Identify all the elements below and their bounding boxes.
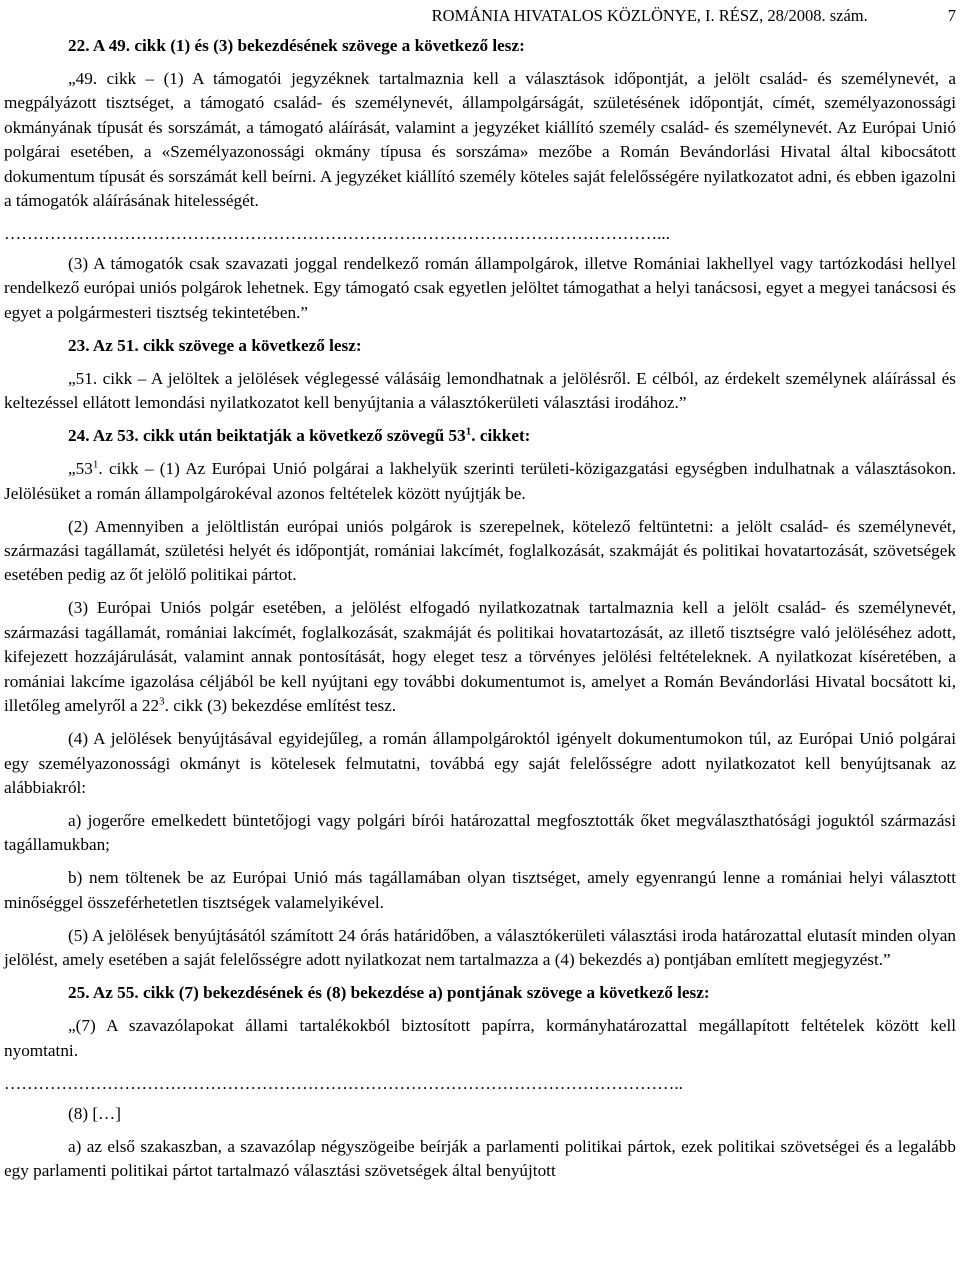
article-53-1-p1-b: . cikk – (1) Az Európai Unió polgárai a lakhelyük szerinti területi-közigazgatási egységben indulhatnak a választásokon. Jelölésüket a román állampolgárokéval azonos feltételek között nyújtják be. <box>4 459 956 503</box>
omission-dots: ……………………………………………………………………………………………………... <box>4 224 671 244</box>
article-53-1-p1-sup: 1 <box>92 458 99 471</box>
section-23-heading: 23. Az 51. cikk szövege a következő lesz: <box>68 335 362 355</box>
omission-dots-2: ……………………………………………………………………………………………………….. <box>4 1073 683 1093</box>
article-53-1-paragraph-1 <box>4 457 956 506</box>
article-49-paragraph-1: „49. cikk – (1) A támogatói jegyzéknek tartalmaznia kell a választások időpontját, a jelölt család- és személynevét, a megpályázott tisztséget, a támogató család- és személynevét, állampolgárságát, születésének időpontját, címét, személyazonossági okmányának típusát és sorszámát, a támogató aláírását, valamint a jegyzéket kiállító személy család- és személynevét. Az Európai Unió polgárai esetében, a «Személyazonossági okmány típusa és sorszáma» mezőbe a Román Bevándorlási Hivatal által kibocsátott dokumentum típusát és sorszámát kell beírni. A jegyzéket kiállító személy köteles saját felelősségére nyilatkozatot adni, és ebben igazolni a támogatók aláírásának hitelességét. <box>4 69 956 211</box>
article-53-1-point-b: b) nem töltenek be az Európai Unió más tagállamában olyan tisztséget, amely egyenrangú lenne a romániai helyi választott minőséggel összeférhetetlen tisztségek valamelyikével. <box>4 868 956 912</box>
page-header <box>4 4 956 34</box>
article-53-1-p3-a: (3) Európai Uniós polgár esetében, a jelölést elfogadó nyilatkozatnak tartalmaznia kell a jelölt család- és személynevét, származási tagállamát, romániai lakcímét, foglalkozását, szakmáját és politikai hovatartozását, az illető tisztségre való jelöléséhez adott, kifejezett hozzájárulását, valamint annak pontosítását, hogy eleget tesz a törvényes jelölési feltételeknek. A nyilatkozat kíséretében, a romániai lakcíme igazolása céljából be kell nyújtani egy további dokumentumot is, amelyet a Román Bevándorlási Hivatal bocsátott ki, illetőleg amelyről a 22 <box>4 598 956 716</box>
section-24-heading-sup: 1 <box>465 425 472 438</box>
section-24-heading <box>4 424 956 448</box>
article-53-1-paragraph-3 <box>4 596 956 718</box>
section-25-heading: 25. Az 55. cikk (7) bekezdésének és (8) bekezdése a) pontjának szövege a következő lesz: <box>68 983 710 1003</box>
section-24-heading-b: . cikket: <box>471 426 531 446</box>
article-53-1-p1-a: „53 <box>68 459 93 479</box>
article-53-1-paragraph-4: (4) A jelölések benyújtásával egyidejűleg, a román állampolgároktól igényelt dokumentumokon túl, az Európai Unió polgárai egy személyazonossági okmányt is kötelesek felmutatni, továbbá egy saját felelősségre adott nyilatkozatot kell benyújtsanak az alábbiakról: <box>4 729 956 797</box>
article-53-1-p3-b: . cikk (3) bekezdése említést tesz. <box>164 696 397 716</box>
article-53-1-paragraph-2: (2) Amennyiben a jelöltlistán európai uniós polgárok is szerepelnek, kötelező feltüntetni: a jelölt család- és személynevét, származási tagállamát, születési helyét és időpontját, romániai lakcímét, foglalkozását, szakmáját és politikai hovatartozását, szövetségek esetében pedig az őt jelölő politikai pártot. <box>4 516 956 585</box>
article-55-paragraph-8: (8) […] <box>68 1103 121 1123</box>
article-53-1-p3-sup: 3 <box>159 695 165 708</box>
article-49-paragraph-3: (3) A támogatók csak szavazati joggal rendelkező román állampolgárok, illetve Romániai lakhellyel vagy tartózkodási hellyel rendelkező európai uniós polgárok lehetnek. Egy támogató csak egyetlen jelöltet támogathat a helyi tanácsosi, egyet a megyei tanácsosi és egyet a polgármesteri tisztség tekintetében.” <box>4 254 956 322</box>
page-number: 7 <box>947 6 956 25</box>
section-24-heading-a: 24. Az 53. cikk után beiktatják a következő szövegű 53 <box>68 426 466 446</box>
article-55-paragraph-7: „(7) A szavazólapokat állami tartalékokból biztosított papírra, kormányhatározattal megállapított feltételek között kell nyomtatni. <box>4 1016 956 1060</box>
article-53-1-point-a: a) jogerőre emelkedett büntetőjogi vagy polgári bírói határozattal megfosztották őket megválaszthatósági joguktól származási tagállamukban; <box>4 810 956 855</box>
article-51-text: „51. cikk – A jelöltek a jelölések véglegessé válásáig lemondhatnak a jelölésről. E célból, az érdekelt személynek aláírással és keltezéssel ellátott lemondási nyilatkozatot kell benyújtania a választókerületi választási irodához.” <box>4 368 956 413</box>
article-53-1-paragraph-5: (5) A jelölések benyújtásától számított 24 órás határidőben, a választókerületi választási iroda határozattal elutasít minden olyan jelölést, amely esetében a saját felelősségre adott nyilatkozat nem tartalmazza a (4) bekezdés a) pontjában említett megjegyzést.” <box>4 925 956 970</box>
article-55-paragraph-8-point-a: a) az első szakaszban, a szavazólap négyszögeibe beírják a parlamenti politikai pártok, ezek politikai szövetségei és a legalább egy parlamenti politikai pártot tartalmazó választási szövetségek által benyújtott <box>4 1136 956 1180</box>
section-22-heading: 22. A 49. cikk (1) és (3) bekezdésének szövege a következő lesz: <box>68 36 525 55</box>
header-title: ROMÁNIA HIVATALOS KÖZLÖNYE, I. RÉSZ, 28/2008. szám. <box>431 6 868 25</box>
